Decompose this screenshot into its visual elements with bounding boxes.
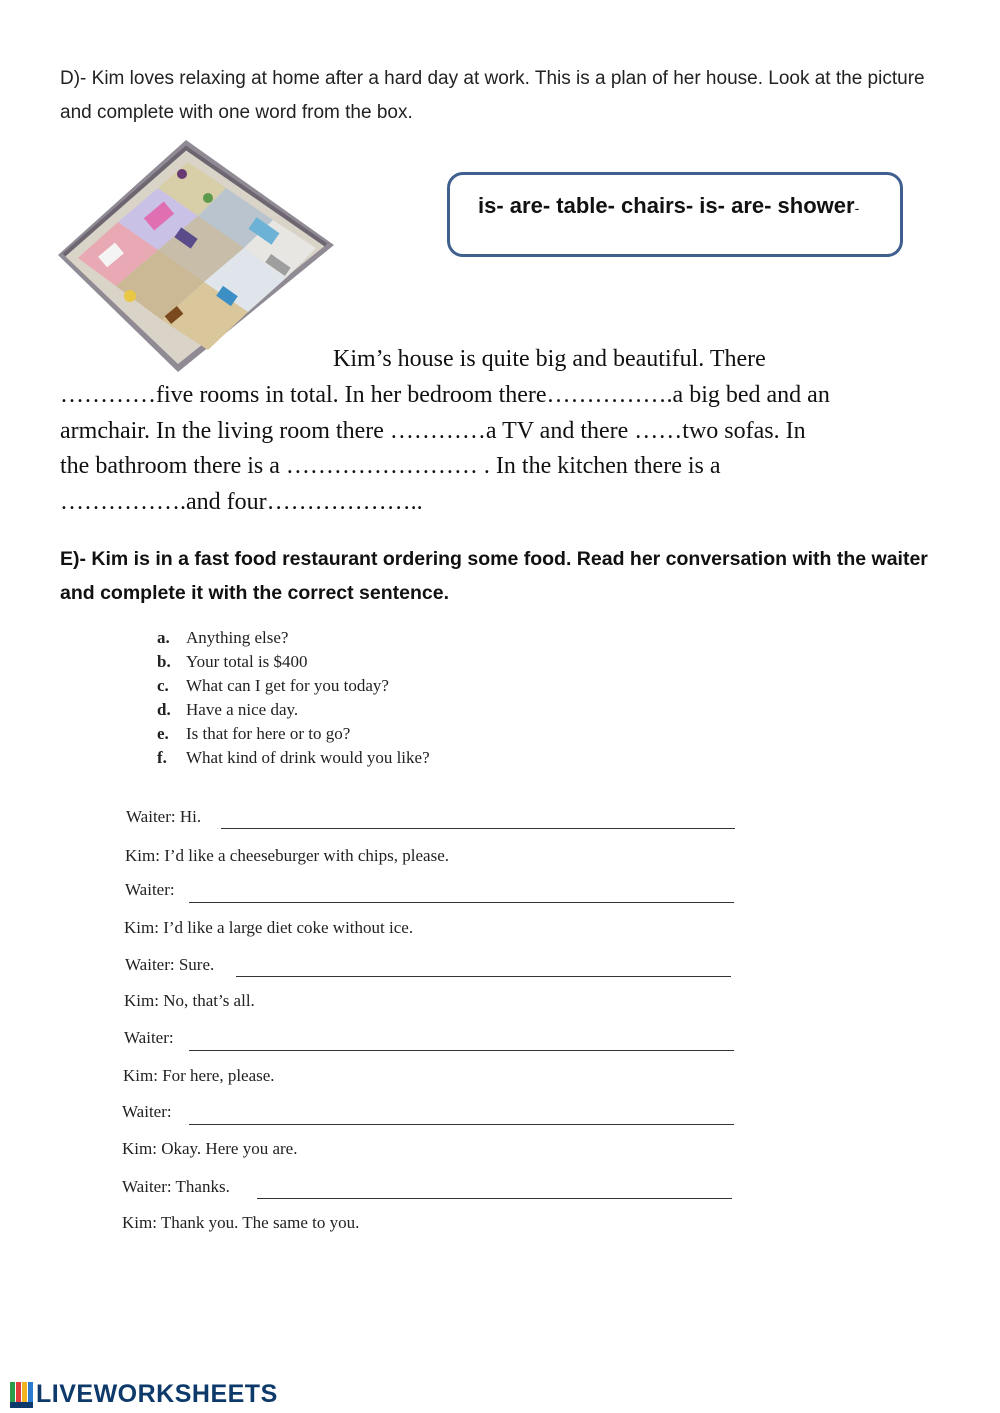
paragraph-line-3: armchair. In the living room there …………a TV and there ……two sofas. In — [60, 418, 806, 444]
answer-blank-4[interactable] — [189, 1050, 734, 1051]
option-text: Anything else? — [186, 628, 289, 647]
answer-blank-2[interactable] — [189, 902, 734, 903]
paragraph-line-4: the bathroom there is a …………………… . In the kitchen there is a — [60, 453, 721, 479]
dialogue-line-waiter-5: Waiter: — [122, 1102, 172, 1121]
dialogue-line-kim-3: Kim: No, that’s all. — [124, 991, 255, 1010]
word-box — [447, 172, 903, 257]
dialogue-line-waiter-2: Waiter: — [125, 880, 175, 899]
option-text: Is that for here or to go? — [186, 724, 351, 743]
option-letter: c. — [157, 676, 169, 695]
paragraph-line-5: …………….and four……………….. — [60, 489, 423, 515]
word-box-words: is- are- table- chairs- is- are- shower — [478, 193, 855, 218]
option-text: What kind of drink would you like? — [186, 748, 430, 767]
option-e — [157, 724, 350, 744]
word-box-trailing-dash: - — [854, 200, 860, 216]
option-c — [157, 676, 389, 696]
option-text: What can I get for you today? — [186, 676, 389, 695]
answer-blank-1[interactable] — [221, 828, 735, 829]
section-d-instruction: D)- Kim loves relaxing at home after a hard day at work. This is a plan of her house. Look at the picture and complete with one word from the box. — [60, 68, 925, 123]
liveworksheets-logo-icon — [10, 1382, 34, 1408]
option-letter: b. — [157, 652, 171, 671]
paragraph-line-1: Kim’s house is quite big and beautiful. There — [333, 346, 766, 372]
option-b — [157, 652, 308, 672]
option-text: Have a nice day. — [186, 700, 299, 719]
option-letter: d. — [157, 700, 171, 719]
option-d — [157, 700, 298, 720]
dialogue-line-waiter-4: Waiter: — [124, 1028, 174, 1047]
answer-blank-5[interactable] — [189, 1124, 734, 1125]
option-text: Your total is $400 — [186, 652, 308, 671]
section-e-instruction: E)- Kim is in a fast food restaurant ordering some food. Read her conversation with the waiter and complete it with the correct sentence. — [60, 548, 928, 604]
option-letter: f. — [157, 748, 167, 767]
word-box-text — [478, 193, 859, 219]
dialogue-line-kim-4: Kim: For here, please. — [123, 1066, 275, 1085]
dialogue-line-waiter-1: Waiter: Hi. — [126, 807, 202, 826]
dialogue-line-kim-1: Kim: I’d like a cheeseburger with chips, please. — [125, 846, 449, 865]
answer-blank-6[interactable] — [257, 1198, 732, 1199]
option-f — [157, 748, 430, 768]
option-a — [157, 628, 288, 648]
answer-blank-3[interactable] — [236, 976, 731, 977]
dialogue-line-kim-6: Kim: Thank you. The same to you. — [122, 1213, 360, 1232]
paragraph-line-2: …………five rooms in total. In her bedroom there…………….a big bed and an — [60, 382, 830, 408]
dialogue-line-waiter-6: Waiter: Thanks. — [122, 1177, 230, 1196]
dialogue-line-waiter-3: Waiter: Sure. — [125, 955, 215, 974]
dialogue-line-kim-2: Kim: I’d like a large diet coke without ice. — [124, 918, 414, 937]
dialogue-line-kim-5: Kim: Okay. Here you are. — [122, 1139, 298, 1158]
option-letter: a. — [157, 628, 170, 647]
option-letter: e. — [157, 724, 169, 743]
liveworksheets-wordmark: LIVEWORKSHEETS — [36, 1380, 278, 1408]
house-floor-plan-image — [58, 140, 334, 372]
